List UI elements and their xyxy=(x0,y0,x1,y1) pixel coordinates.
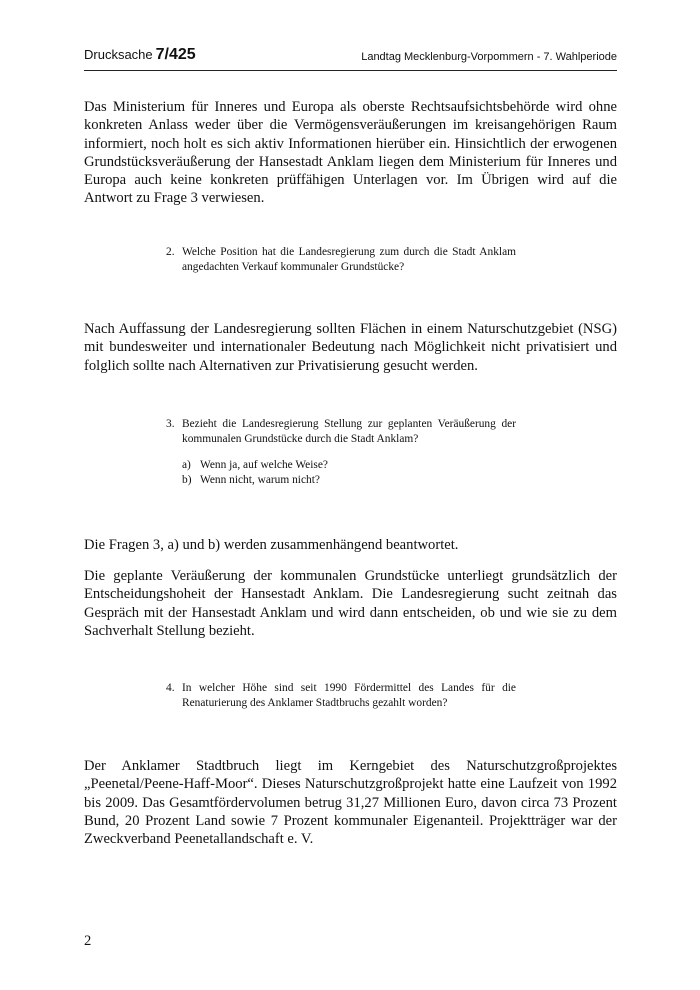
question-3 xyxy=(166,417,516,447)
answer-4-paragraph: Der Anklamer Stadtbruch liegt im Kerngebiet des Naturschutzgroßprojektes „Peenetal/Peene-Haff-Moor“. Dieses Naturschutzgroßprojekt hatte eine Laufzeit von 1992 bis 2009. Das Gesamtfördervolumen betrug 31,27 Millionen Euro, davon circa 73 Prozent Bund, 20 Prozent Land sowie 7 Prozent kommunaler Eigenanteil. Projektträger war der Zweckverband Peenetallandschaft e. V. xyxy=(84,758,617,848)
document-reference xyxy=(84,46,196,64)
answer-3-paragraph: Die geplante Veräußerung der kommunalen Grundstücke unterliegt grundsätzlich der Entscheidungshoheit der Hansestadt Anklam. Die Landesregierung sucht zeitnah das Gespräch mit der Hansestadt Anklam und wird dann entscheiden, ob und wie sie zu dem Sachverhalt Stellung bezieht. xyxy=(84,568,617,639)
document-label: Drucksache xyxy=(84,47,153,62)
subitem-b: b) Wenn nicht, warum nicht? xyxy=(182,474,320,486)
question-text: In welcher Höhe sind seit 1990 Fördermittel des Landes für die Renaturierung des Anklamer Stadtbruchs gezahlt worden? xyxy=(182,682,516,709)
answer-paragraph-intro: Das Ministerium für Inneres und Europa als oberste Rechtsaufsichtsbehörde wird ohne konkreten Anlass weder über die Vermögensveräußerungen im kreisangehörigen Raum informiert, noch holt es sich aktiv Informationen hierüber ein. Hinsichtlich der erwogenen Grundstücksveräußerung der Hansestadt Anklam liegen dem Ministerium für Inneres und Europa auch keine konkreten prüffähigen Unterlagen vor. Im Übrigen wird auf die Antwort zu Frage 3 verwiesen. xyxy=(84,99,617,207)
question-4 xyxy=(166,681,516,711)
document-number: 7/425 xyxy=(155,46,196,63)
parliament-label: Landtag Mecklenburg-Vorpommern - 7. Wahlperiode xyxy=(361,51,617,63)
question-number: 3. xyxy=(166,418,175,430)
subitem-a: a) Wenn ja, auf welche Weise? xyxy=(182,459,328,471)
question-number: 4. xyxy=(166,682,175,694)
page-header xyxy=(84,40,617,71)
question-number: 2. xyxy=(166,246,175,258)
question-text: Bezieht die Landesregierung Stellung zur geplanten Veräußerung der kommunalen Grundstücke durch die Stadt Anklam? xyxy=(182,418,516,445)
page-number: 2 xyxy=(84,933,92,949)
answer-2-paragraph: Nach Auffassung der Landesregierung sollten Flächen in einem Naturschutzgebiet (NSG) mit bundesweiter und internationaler Bedeutung nach Möglichkeit nicht privatisiert und folglich sollte nach Alternativen zur Privatisierung gesucht werden. xyxy=(84,321,617,374)
question-2 xyxy=(166,245,516,275)
question-text: Welche Position hat die Landesregierung zum durch die Stadt Anklam angedachten Verkauf kommunaler Grundstücke? xyxy=(182,246,516,273)
answer-3-intro: Die Fragen 3, a) und b) werden zusammenhängend beantwortet. xyxy=(84,537,459,553)
question-3-subitems xyxy=(182,458,328,488)
